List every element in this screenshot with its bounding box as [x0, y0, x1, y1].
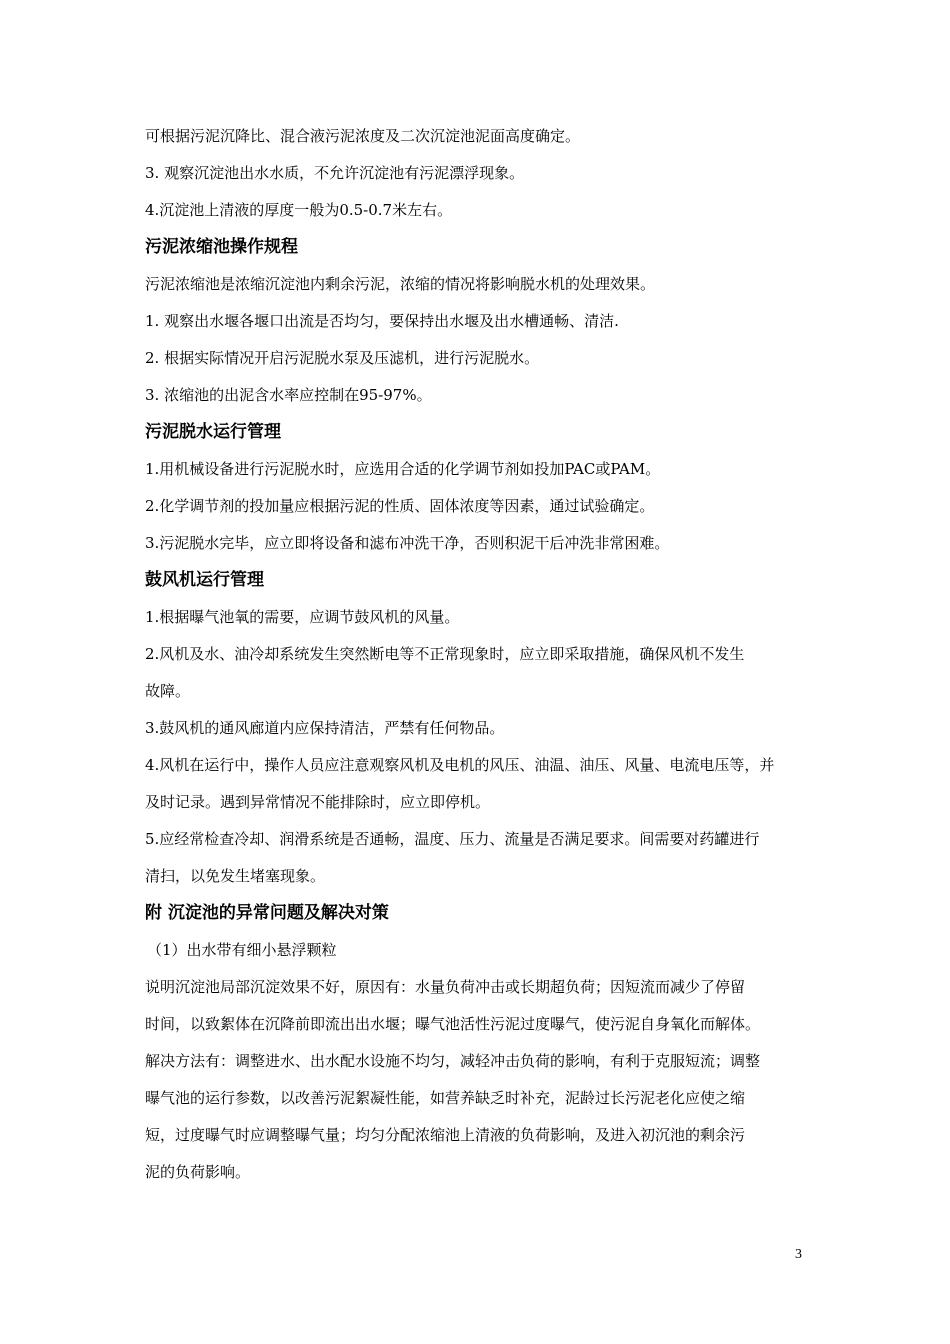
list-item: 1.根据曝气池氧的需要，应调节鼓风机的风量。 [145, 608, 460, 626]
list-item: 3. 浓缩池的出泥含水率应控制在95-97%。 [145, 386, 432, 404]
list-item: 1.用机械设备进行污泥脱水时，应选用合适的化学调节剂如投加PAC或PAM。 [145, 460, 661, 478]
list-item: 3. 观察沉淀池出水水质，不允许沉淀池有污泥漂浮现象。 [145, 164, 525, 182]
section-heading: 污泥脱水运行管理 [145, 422, 281, 442]
list-item: 2. 根据实际情况开启污泥脱水泵及压滤机，进行污泥脱水。 [145, 349, 540, 367]
list-item: 4.风机在运行中，操作人员应注意观察风机及电机的风压、油温、油压、风量、电流电压等，并 [145, 756, 775, 774]
paragraph-line: 可根据污泥沉降比、混合液污泥浓度及二次沉淀池泥面高度确定。 [145, 127, 581, 145]
list-item: 4.沉淀池上清液的厚度一般为0.5-0.7米左右。 [145, 201, 453, 219]
paragraph-line: 及时记录。遇到异常情况不能排除时，应立即停机。 [145, 793, 491, 811]
paragraph-line: 故障。 [145, 682, 191, 700]
list-item: 5.应经常检查冷却、润滑系统是否通畅，温度、压力、流量是否满足要求。间需要对药罐进行 [145, 830, 760, 848]
page-content [145, 118, 815, 1191]
list-item: 2.风机及水、油冷却系统发生突然断电等不正常现象时，应立即采取措施，确保风机不发生 [145, 645, 745, 663]
subheading: （1）出水带有细小悬浮颗粒 [147, 941, 337, 959]
list-item: 1. 观察出水堰各堰口出流是否均匀，要保持出水堰及出水槽通畅、清洁. [145, 312, 619, 330]
paragraph-line: 解决方法有：调整进水、出水配水设施不均匀，减轻冲击负荷的影响，有利于克服短流；调整 [145, 1052, 761, 1070]
paragraph-line: 时间，以致絮体在沉降前即流出出水堰；曝气池活性污泥过度曝气，使污泥自身氧化而解体。 [145, 1015, 761, 1033]
list-item: 2.化学调节剂的投加量应根据污泥的性质、固体浓度等因素，通过试验确定。 [145, 497, 655, 515]
paragraph-line: 短，过度曝气时应调整曝气量；均匀分配浓缩池上清液的负荷影响，及进入初沉池的剩余污 [145, 1126, 746, 1144]
paragraph-line: 说明沉淀池局部沉淀效果不好，原因有：水量负荷冲击或长期超负荷；因短流而减少了停留 [145, 978, 746, 996]
list-item: 3.鼓风机的通风廊道内应保持清洁，严禁有任何物品。 [145, 719, 505, 737]
paragraph-line: 污泥浓缩池是浓缩沉淀池内剩余污泥，浓缩的情况将影响脱水机的处理效果。 [145, 275, 656, 293]
paragraph-line: 清扫，以免发生堵塞现象。 [145, 867, 326, 885]
page-number: 3 [795, 1247, 802, 1262]
paragraph-line: 泥的负荷影响。 [145, 1163, 251, 1181]
section-heading: 污泥浓缩池操作规程 [145, 237, 298, 257]
list-item: 3.污泥脱水完毕，应立即将设备和滤布冲洗干净，否则积泥干后冲洗非常困难。 [145, 534, 670, 552]
section-heading: 鼓风机运行管理 [145, 570, 264, 590]
section-heading: 附 沉淀池的异常问题及解决对策 [145, 903, 389, 923]
paragraph-line: 曝气池的运行参数，以改善污泥絮凝性能，如营养缺乏时补充，泥龄过长污泥老化应使之缩 [145, 1089, 746, 1107]
